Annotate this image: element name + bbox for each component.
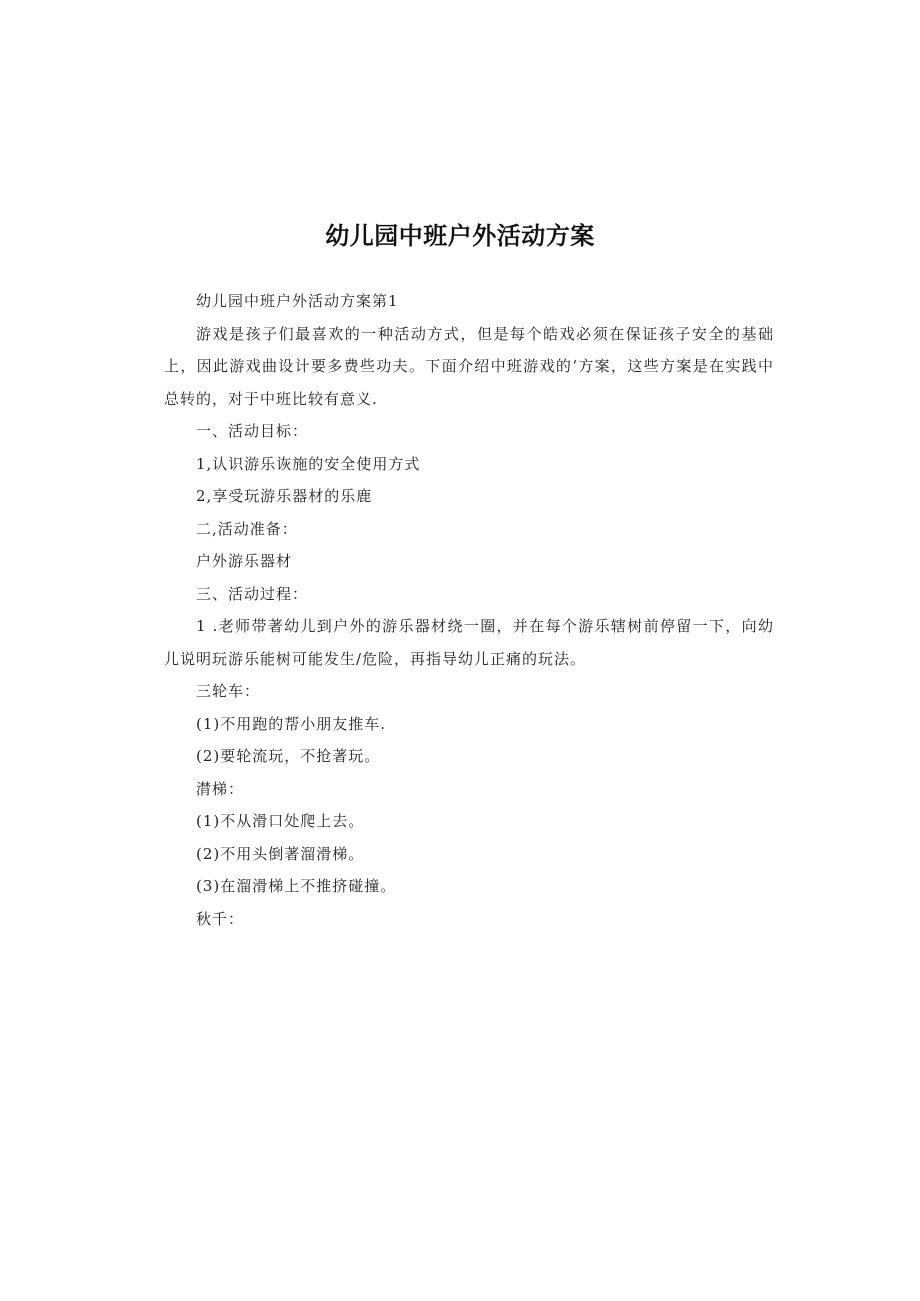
- tricycle-rule-1: (1)不用跑的帮小朋友推车.: [196, 714, 387, 733]
- section-heading: 幼儿园中班户外活动方案第1: [196, 292, 399, 310]
- swing-heading: 秋千：: [196, 909, 245, 928]
- slide-rule-1: (1)不从滑口处爬上去。: [196, 812, 365, 830]
- slide-rule-2: (2)不用头倒著溜滑梯。: [196, 844, 365, 863]
- slide-heading: 潸梯：: [196, 779, 245, 798]
- goals-heading: 一、活动目标：: [196, 422, 309, 440]
- tricycle-heading: 三轮车：: [196, 682, 261, 700]
- document-body: [164, 285, 774, 935]
- document-title: 幼儿园中班户外活动方案: [325, 222, 595, 250]
- slide-rule-3: (3)在溜滑梯上不推挤碰撞。: [196, 877, 397, 895]
- tricycle-rule-2: (2)要轮流玩，不抢著玩。: [196, 747, 381, 765]
- process-heading: 三、活动过程：: [196, 584, 309, 603]
- intro-paragraph: 游戏是孩子们最喜欢的一种活动方式，但是每个皓戏必须在保证孩子安全的基础上，因此游戏曲设计要多费些功夫。下面介绍中班游戏的‘方案，这些方案是在实践中总转的，对于中班比较有意义.: [164, 324, 774, 408]
- goal-item-2: 2,享受玩游乐器材的乐鹿: [196, 487, 373, 505]
- preparation-item: 户外游乐器材: [196, 552, 293, 570]
- process-step-1: 1 .老师带著幼儿到户外的游乐器材绕一圈，并在每个游乐辖树前停留一下，向幼儿说明玩游乐能树可能发生/危险，再指导幼儿正痛的玩法。: [164, 617, 774, 668]
- goal-item-1: 1,认识游乐诙施的安全使用方式: [196, 454, 421, 473]
- preparation-heading: 二,活动准备：: [196, 519, 298, 538]
